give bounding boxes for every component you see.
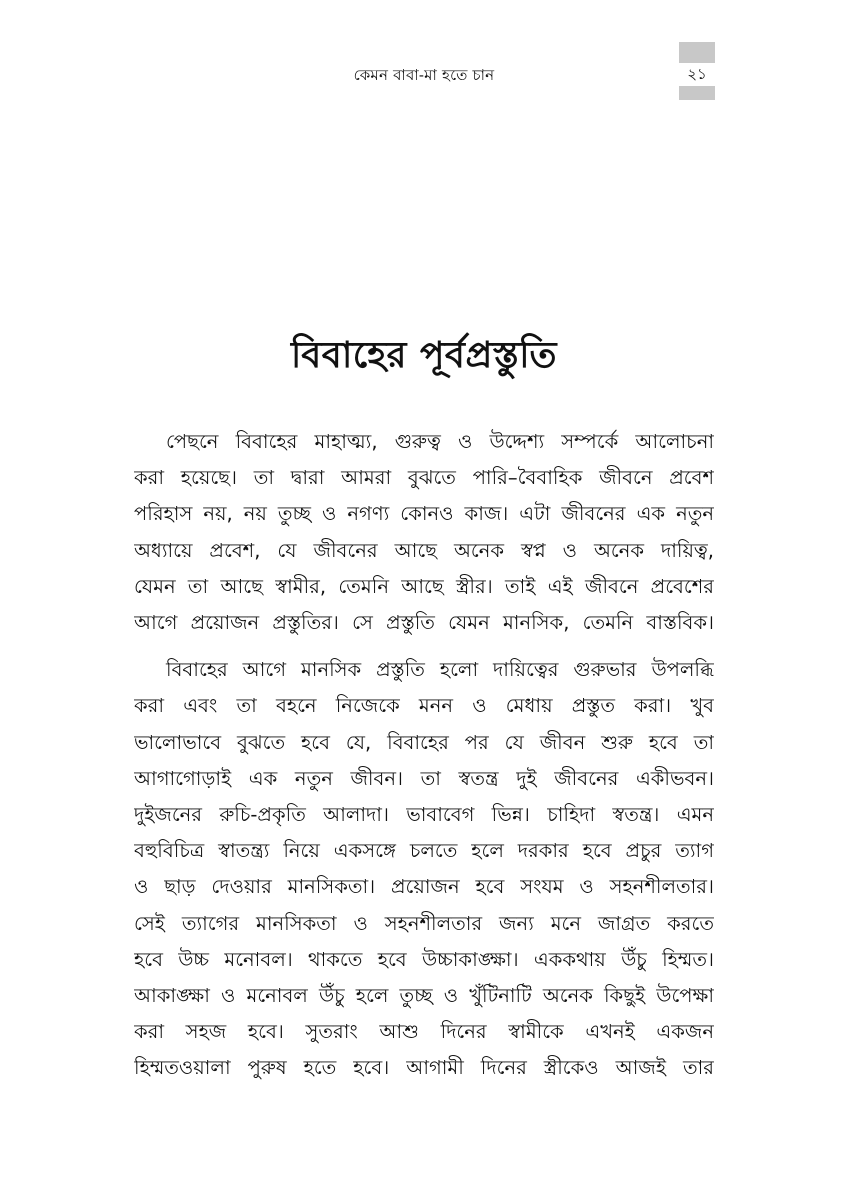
page-tab-bar-bottom <box>679 86 715 100</box>
body-text <box>134 424 714 1087</box>
paragraph-1 <box>134 424 714 641</box>
text-line: অধ্যায়ে প্রবেশ, যে জীবনের আছে অনেক স্বপ্ন ও অনেক দায়িত্ব, <box>134 538 714 562</box>
text-line: হবে উচ্চ মনোবল। থাকতে হবে উচ্চাকাঙ্ক্ষা। এককথায় উঁচু হিম্মত। <box>134 947 714 971</box>
text-line: বহুবিচিত্র স্বাতন্ত্র্য নিয়ে একসঙ্গে চলতে হলে দরকার হবে প্রচুর ত্যাগ <box>134 839 714 863</box>
text-line: ও ছাড় দেওয়ার মানসিকতা। প্রয়োজন হবে সংযম ও সহনশীলতার। <box>134 875 714 899</box>
text-line: আগে প্রয়োজন প্রস্তুতির। সে প্রস্তুতি যেমন মানসিক, তেমনি বাস্তবিক। <box>134 611 714 635</box>
text-line: আকাঙ্ক্ষা ও মনোবল উঁচু হলে তুচ্ছ ও খুঁটিনাটি অনেক কিছুই উপেক্ষা <box>134 984 714 1008</box>
text-line: সেই ত্যাগের মানসিকতা ও সহনশীলতার জন্য মনে জাগ্রত করতে <box>134 911 714 935</box>
page-tab-bar-top <box>679 42 715 63</box>
running-title: কেমন বাবা-মা হতে চান <box>353 66 495 84</box>
text-line: পরিহাস নয়, নয় তুচ্ছ ও নগণ্য কোনও কাজ। এটা জীবনের এক নতুন <box>134 502 714 526</box>
text-line: আগাগোড়াই এক নতুন জীবন। তা স্বতন্ত্র দুই জীবনের একীভবন। <box>134 766 714 790</box>
text-line: দুইজনের রুচি-প্রকৃতি আলাদা। ভাবাবেগ ভিন্ন। চাহিদা স্বতন্ত্র। এমন <box>134 803 714 827</box>
paragraph-2 <box>134 652 714 1086</box>
page-number: ২১ <box>687 65 707 83</box>
text-line: হিম্মতওয়ালা পুরুষ হতে হবে। আগামী দিনের স্ত্রীকেও আজই তার <box>134 1056 714 1080</box>
chapter-title: বিবাহের পূর্বপ্রস্তুতি <box>290 335 558 376</box>
running-header <box>0 62 848 92</box>
text-line: করা হয়েছে। তা দ্বারা আমরা বুঝতে পারি–বৈবাহিক জীবনে প্রবেশ <box>134 466 714 490</box>
text-line: ভালোভাবে বুঝতে হবে যে, বিবাহের পর যে জীবন শুরু হবে তা <box>134 730 714 754</box>
text-line: করা এবং তা বহনে নিজেকে মনন ও মেধায় প্রস্তুত করা। খুব <box>134 694 714 718</box>
text-line: পেছনে বিবাহের মাহাত্ম্য, গুরুত্ব ও উদ্দেশ্য সম্পর্কে আলোচনা <box>166 430 714 453</box>
page-number-tab <box>679 42 715 100</box>
text-line: বিবাহের আগে মানসিক প্রস্তুতি হলো দায়িত্বের গুরুভার উপলব্ধি <box>166 658 714 682</box>
text-line: যেমন তা আছে স্বামীর, তেমনি আছে স্ত্রীর। তাই এই জীবনে প্রবেশের <box>134 574 714 598</box>
text-line: করা সহজ হবে। সুতরাং আশু দিনের স্বামীকে এখনই একজন <box>134 1020 714 1044</box>
